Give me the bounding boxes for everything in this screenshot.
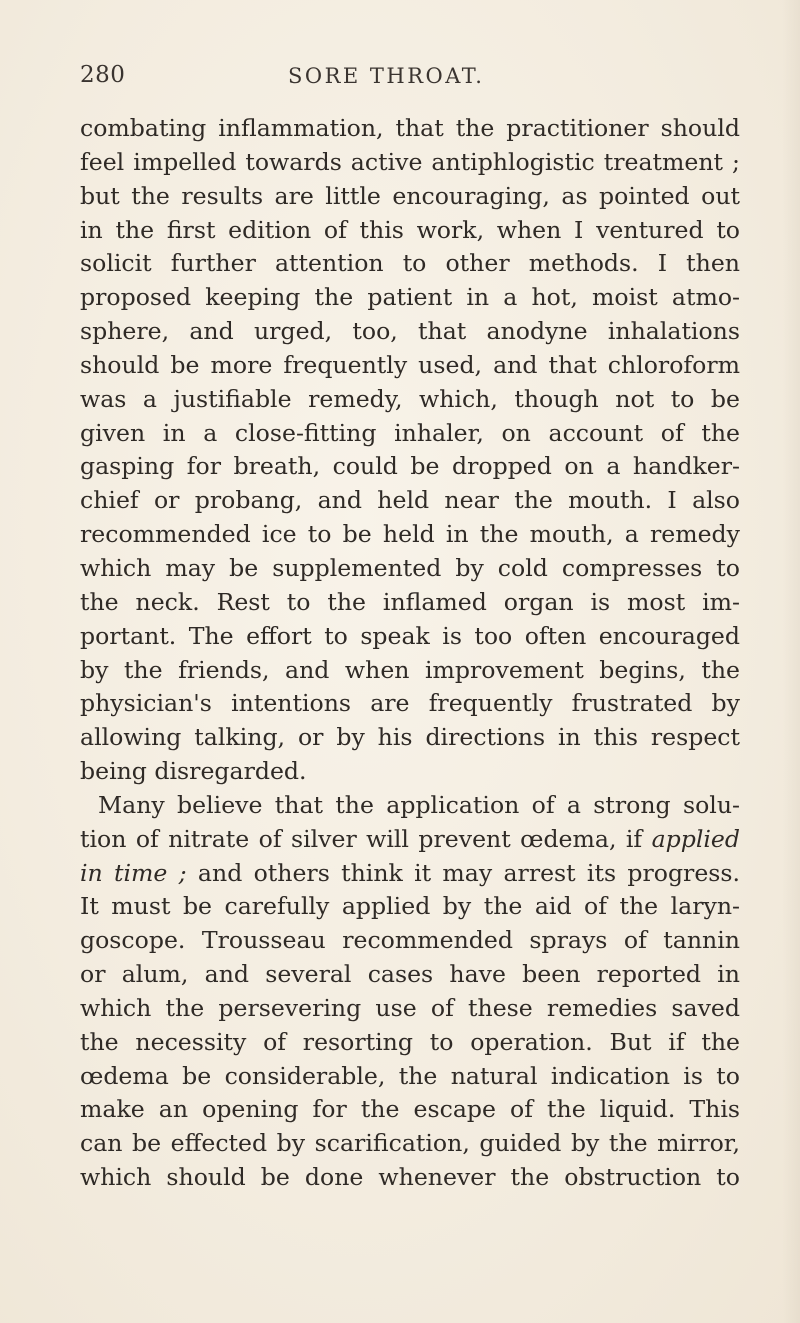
- body-text: [80, 112, 740, 1195]
- page-header-title: SORE THROAT.: [288, 64, 485, 88]
- text-line: or alum, and several cases have been reported in: [80, 960, 740, 989]
- text-line: being disregarded.: [80, 757, 307, 786]
- paragraph-2-line-2: [80, 823, 740, 857]
- text-line: the necessity of resorting to operation. But if the: [80, 1027, 740, 1056]
- text-line: It must be carefully applied by the aid of the laryn-: [80, 892, 740, 921]
- text-line: given in a close-fitting inhaler, on account of the: [80, 418, 740, 447]
- paragraph-2-line-1: [80, 789, 740, 823]
- text-line: portant. The effort to speak is too often encouraged: [80, 621, 740, 650]
- text-segment: tion of nitrate of silver will prevent œdema, if: [80, 824, 652, 853]
- text-line: solicit further attention to other methods. I then: [80, 249, 740, 278]
- text-line: allowing talking, or by his directions in this respect: [80, 723, 740, 752]
- text-line: œdema be considerable, the natural indication is to: [80, 1061, 740, 1090]
- text-line: should be more frequently used, and that chloroform: [80, 350, 740, 379]
- text-line: can be effected by scarification, guided by the mirror,: [80, 1129, 740, 1158]
- text-segment: and others think it may arrest its progress.: [186, 858, 740, 887]
- page-number: 280: [80, 62, 126, 88]
- text-line: was a justifiable remedy, which, though not to be: [80, 384, 740, 413]
- text-line: feel impelled towards active antiphlogistic treatment ;: [80, 147, 740, 176]
- text-line: physician's intentions are frequently frustrated by: [80, 689, 740, 718]
- text-line: which should be done whenever the obstruction to: [80, 1163, 740, 1192]
- text-line: by the friends, and when improvement begins, the: [80, 655, 740, 684]
- text-segment: Many believe that the application of a strong solu-: [98, 790, 740, 819]
- text-line: proposed keeping the patient in a hot, moist atmo-: [80, 283, 740, 312]
- text-line: sphere, and urged, too, that anodyne inhalations: [80, 317, 740, 346]
- text-line: goscope. Trousseau recommended sprays of tannin: [80, 926, 740, 955]
- text-line: which the persevering use of these remedies saved: [80, 993, 740, 1022]
- text-line: combating inflammation, that the practitioner should: [80, 114, 740, 142]
- italic-emphasis: applied: [651, 824, 740, 853]
- text-line: gasping for breath, could be dropped on a handker-: [80, 452, 740, 481]
- paragraph-2-line-3: [80, 857, 740, 891]
- text-line: recommended ice to be held in the mouth, a remedy: [80, 520, 740, 549]
- text-line: make an opening for the escape of the liquid. This: [80, 1095, 740, 1124]
- text-line: in the first edition of this work, when I ventured to: [80, 215, 740, 244]
- italic-emphasis: in time ;: [80, 858, 187, 887]
- text-line: chief or probang, and held near the mouth. I also: [80, 486, 740, 515]
- text-line: which may be supplemented by cold compresses to: [80, 553, 740, 582]
- running-head: [80, 62, 720, 96]
- text-line: the neck. Rest to the inflamed organ is most im-: [80, 587, 740, 616]
- text-line: but the results are little encouraging, as pointed out: [80, 181, 740, 210]
- page-edge-shadow: [782, 0, 800, 1323]
